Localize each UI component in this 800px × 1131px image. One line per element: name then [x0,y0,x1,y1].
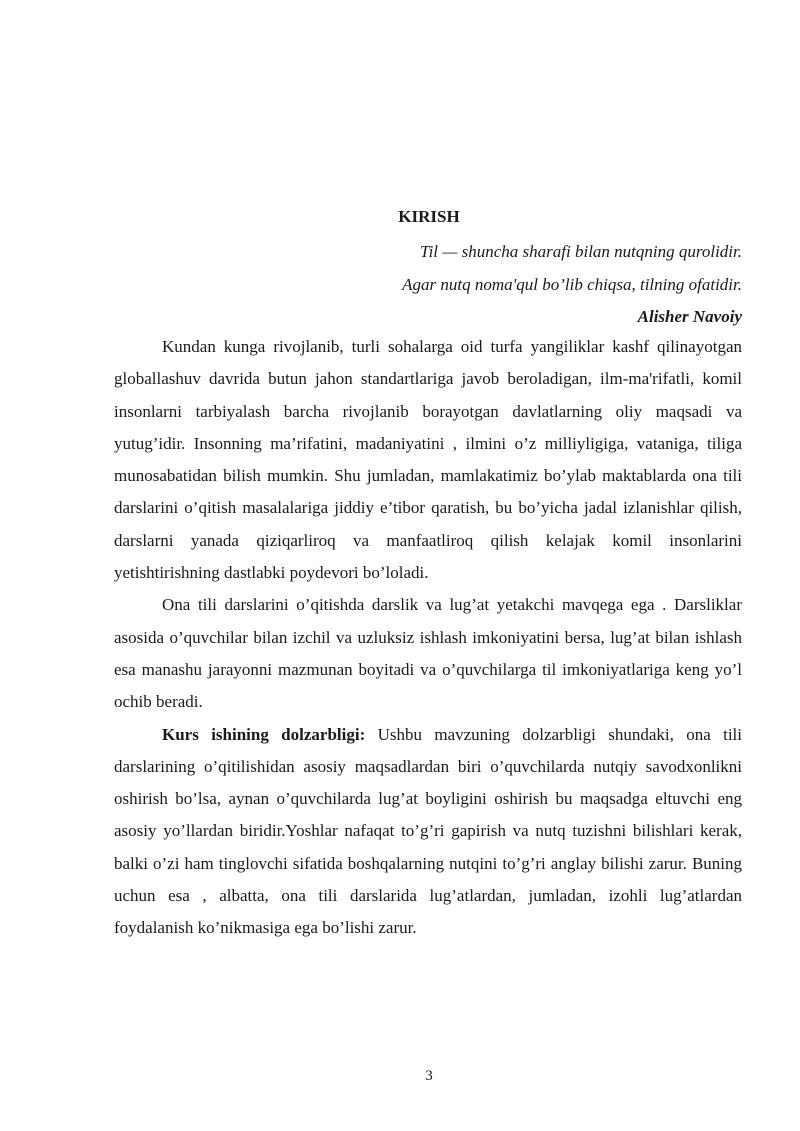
epigraph [142,236,742,334]
epigraph-line-1: Til — shuncha sharafi bilan nutqning qurolidir. [420,242,742,261]
paragraph-3-text: Ushbu mavzuning dolzarbligi shundaki, ona tili darslarining o’qitilishidan asosiy maqsadlardan biri o’quvchilarda nutqiy savodxonlikni oshirish bo’lsa, aynan o’quvchilarda lug’at boyligini oshirish bu maqsadga eltuvchi eng asosiy yo’llardan biridir.Yoshlar nafaqat to’g’ri gapirish va nutq tuzishni bilishlari kerak, balki o’zi ham tinglovchi sifatida boshqalarning nutqini to’g’ri anglay bilishi zarur. Buning uchun esa , albatta, ona tili darslarida lug’atlardan, jumladan, izohli lug’atlardan foydalanish ko’nikmasiga ega bo’lishi zarur. [114,724,742,938]
paragraph-1: Kundan kunga rivojlanib, turli sohalarga oid turfa yangiliklar kashf qilinayotgan globallashuv davrida butun jahon standartlariga javob beroladigan, ilm-ma'rifatli, komil insonlarni tarbiyalash barcha rivojlanib borayotgan davlatlarning oliy maqsadi va yutug’idir. Insonning ma’rifatini, madaniyatini , ilmini o’z milliyligiga, vataniga, tiliga munosabatidan bilish mumkin. Shu jumladan, mamlakatimiz bo’ylab maktablarda ona tili darslarini o’qitish masalalariga jiddiy e’tibor qaratish, bu bo’yicha jadal izlanishlar qilish, darslarni yanada qiziqarliroq va manfaatliroq qilish kelajak komil insonlarini yetishtirishning dastlabki poydevori bo’loladi. [114,337,742,583]
paragraph-3 [114,719,742,945]
section-heading: KIRISH [398,207,460,226]
epigraph-line-2: Agar nutq noma'qul bo’lib chiqsa, tilning ofatidir. [402,274,742,294]
epigraph-author: Alisher Navoiy [637,307,742,326]
paragraph-2: Ona tili darslarini o’qitishda darslik va lug’at yetakchi mavqega ega . Darsliklar asosida o’quvchilar bilan izchil va uzluksiz ishlash imkoniyatini bersa, lug’at bilan ishlash esa manashu jarayonni mazmunan boyitadi va o’quvchilarga til imkoniyatlariga keng yo’l ochib beradi. [114,595,742,712]
paragraph-3-lead: Kurs ishining dolzarbligi: [162,724,366,744]
page-number: 3 [425,1068,433,1084]
body-text [114,331,742,945]
